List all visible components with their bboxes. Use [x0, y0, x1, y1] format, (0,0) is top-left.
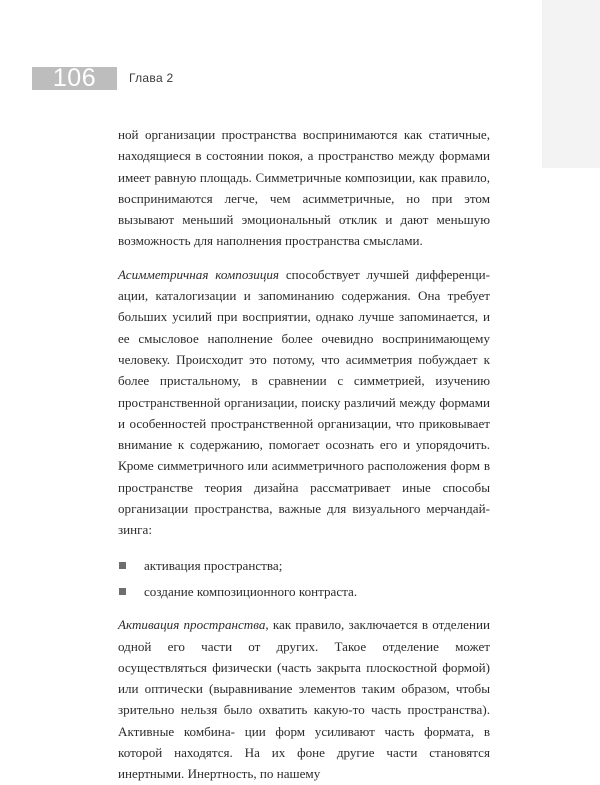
text-line: воспринимаются легче, чем асимметричные, но при этом вызывают: [118, 190, 490, 228]
text-line: пространственной организации, поиску различий между формами: [118, 394, 490, 410]
term-space-activation: Активация пространства: [118, 617, 266, 633]
text-line: меньший эмоциональный отклик и дают меньшую возможность: [118, 212, 490, 249]
text-line: физически (часть закрыта плоскостной формой) или оптически: [118, 659, 490, 697]
text-line: для наполнения пространства смыслами.: [193, 233, 423, 249]
text-line: ации, каталогизации и запоминанию содержания. Она требует: [118, 288, 490, 304]
chapter-label: Глава 2: [129, 71, 174, 85]
term-asymmetric-composition: Асимметричная композиция: [118, 266, 280, 282]
list-item: [118, 581, 490, 602]
list-item-text: активация пространства;: [144, 557, 283, 573]
body-text: [118, 124, 490, 785]
bullet-list: [118, 555, 490, 603]
text-line: фоне другие части становятся инертными. Инертность, по нашему: [118, 745, 490, 782]
text-line: и особенностей пространственной организации, что приковывает: [118, 415, 490, 431]
paragraph-3: [118, 614, 490, 784]
text-line: одной его части от других. Такое отделение может осуществляться: [118, 638, 490, 675]
paragraph-2: [118, 264, 490, 541]
text-line: в пространстве теория дизайна рассматривает иные способы: [118, 458, 490, 495]
text-line: ции форм усиливают часть формата, в которой находятся. На их: [118, 723, 491, 761]
text-line: внимание к содержанию, помогает осознать его и упорядочить.: [118, 437, 490, 453]
square-bullet-icon: [119, 562, 126, 569]
paragraph-1: [118, 124, 490, 252]
list-item: [118, 555, 490, 576]
text-line: к более пристальному, в сравнении с симметрией, изучению: [118, 351, 490, 389]
text-line: Кроме симметричного или асимметричного расположения форм: [118, 458, 481, 474]
text-line: больших усилий при восприятии, однако лучше запоминается,: [118, 309, 479, 325]
page-number: 106: [52, 64, 97, 92]
text-line: находящиеся в состоянии покоя, а пространство между формами: [118, 148, 490, 164]
list-item-text: создание композиционного контраста.: [144, 583, 358, 599]
text-line: (выравнивание элементов таким образом, чтобы зрительно нельзя: [118, 681, 491, 718]
text-line: было охватить какую-то часть пространства). Активные комбина-: [118, 702, 490, 739]
text-line: человеку. Происходит это потому, что асимметрия побуждает: [118, 351, 478, 367]
text-line: зинга:: [118, 522, 153, 538]
square-bullet-icon: [119, 588, 126, 595]
text-line: и ее смысловое наполнение более очевидно воспринимающему: [118, 309, 490, 346]
text-line: способствует лучшей дифференци-: [279, 266, 491, 282]
text-line: , как правило, заключается в отделении: [265, 617, 490, 633]
text-line: организации пространства, важные для визуального мерчандай-: [118, 501, 490, 517]
page-edge-tab: [542, 0, 600, 168]
text-line: имеет равную площадь. Симметричные композиции, как правило,: [118, 169, 490, 185]
text-line: ной организации пространства воспринимаются как статичные,: [118, 127, 490, 142]
